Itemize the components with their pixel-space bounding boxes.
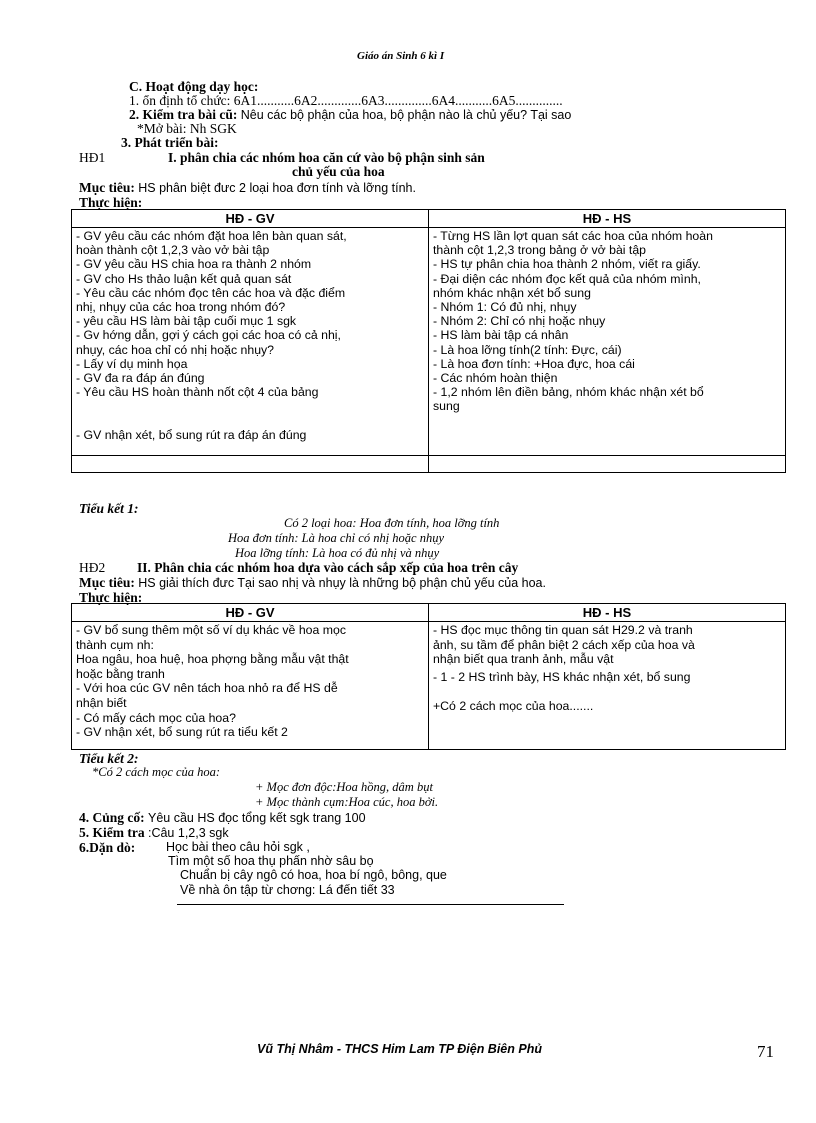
- gv-line: nhụy, các hoa chỉ có nhị hoặc nhụy?: [76, 342, 275, 357]
- gv-line: hoàn thành cột 1,2,3 vào vở bài tập: [76, 243, 270, 258]
- hd1-table: [71, 209, 786, 473]
- hd2-muc-tieu: [79, 576, 546, 590]
- hd2-title: II. Phân chia các nhóm hoa dựa vào cách sắp xếp của hoa trên cây: [137, 560, 519, 575]
- hd1-title-line1: I. phân chia các nhóm hoa căn cứ vào bộ phận sinh sản: [168, 150, 485, 165]
- section-4-label: 4. Củng cố:: [79, 810, 145, 825]
- gv-line: - GV cho Hs thảo luận kết quả quan sát: [76, 271, 292, 286]
- hs-line: sung: [433, 399, 460, 414]
- gv-line: [76, 399, 424, 413]
- gv-line: nhị, nhụy của các hoa trong nhóm đó?: [76, 300, 286, 315]
- gv-line: [76, 414, 424, 428]
- muc-tieu-label: Mục tiêu:: [79, 575, 135, 590]
- hs-line: - Đại diện các nhóm đọc kết quả của nhóm mình,: [433, 271, 701, 286]
- hs-line: thành cột 1,2,3 trong bảng ở vở bài tập: [433, 243, 647, 258]
- section-6-line2: Tìm một số hoa thụ phấn nhờ sâu bọ: [168, 854, 374, 868]
- hd1-muc-tieu: [79, 181, 416, 195]
- muc-tieu-label: Mục tiêu:: [79, 180, 135, 195]
- hd2-thuc-hien: Thực hiện:: [79, 590, 143, 605]
- gv-line: nhận biết: [76, 695, 127, 710]
- hd2-table: [71, 603, 786, 750]
- hd2-col-gv: HĐ - GV: [72, 604, 429, 622]
- hs-line: [433, 684, 781, 699]
- page-number: 71: [757, 1042, 774, 1061]
- item2-text: Nêu các bộ phận của hoa, bộ phận nào là chủ yếu? Tại sao: [240, 108, 572, 122]
- muc-tieu-text: HS phân biệt đưc 2 loại hoa đơn tính và lỡng tính.: [138, 181, 416, 195]
- section-c-item2: [129, 108, 571, 122]
- hd2-hs-cell: [429, 622, 786, 750]
- tieu-ket-2-title: Tiểu kết 2:: [79, 751, 139, 766]
- gv-line: - GV yêu cầu HS chia hoa ra thành 2 nhóm: [76, 257, 312, 272]
- section-5-text: :Câu 1,2,3 sgk: [147, 826, 229, 840]
- page-header: Giáo án Sinh 6 kì I: [357, 50, 445, 62]
- section-6-line1: Học bài theo câu hỏi sgk ,: [166, 840, 310, 854]
- gv-line: thành cụm nh:: [76, 637, 154, 652]
- hd1-label: HĐ1: [79, 150, 106, 165]
- hs-line: - Là hoa đơn tính: +Hoa đực, hoa cái: [433, 356, 635, 371]
- mo-bai: *Mở bài: Nh SGK: [137, 121, 237, 136]
- gv-line: - Lấy ví dụ minh họa: [76, 356, 188, 371]
- gv-line: - Với hoa cúc GV nên tách hoa nhỏ ra để HS dễ: [76, 681, 338, 696]
- hd2-col-hs: HĐ - HS: [429, 604, 786, 622]
- hs-line: nhận biết qua tranh ảnh, mẫu vật: [433, 652, 614, 667]
- hd1-empty-cell: [429, 456, 786, 473]
- hd1-title-line2: chủ yếu của hoa: [292, 164, 385, 179]
- hs-line: - HS đọc mục thông tin quan sát H29.2 và tranh: [433, 623, 693, 637]
- hs-line: - Các nhóm hoàn thiện: [433, 371, 558, 386]
- section-c-item1: 1. ổn định tổ chức: 6A1...........6A2.............6A3..............6A4...........6A5..............: [129, 93, 563, 108]
- gv-line: - Yêu cầu HS hoàn thành nốt cột 4 của bảng: [76, 385, 319, 400]
- section-5-label: 5. Kiểm tra: [79, 825, 145, 840]
- hs-line: nhóm khác nhận xét bổ sung: [433, 285, 591, 300]
- tieu-ket-1-line3: Hoa lỡng tính: Là hoa có đủ nhị và nhụy: [235, 546, 440, 560]
- tieu-ket-1-title: Tiểu kết 1:: [79, 501, 139, 516]
- section-6-line3: Chuẩn bị cây ngô có hoa, hoa bí ngô, bông, que: [180, 868, 447, 882]
- tieu-ket-1-line2: Hoa đơn tính: Là hoa chỉ có nhị hoặc nhụy: [228, 531, 445, 545]
- hd1-col-hs: HĐ - HS: [429, 210, 786, 228]
- section-6-line4: Về nhà ôn tập từ chơng: Lá đến tiết 33: [180, 883, 395, 897]
- gv-line: - GV bổ sung thêm một số ví dụ khác về hoa mọc: [76, 623, 346, 637]
- section-4: [79, 811, 366, 825]
- tieu-ket-2-line3: + Mọc thành cụm:Hoa cúc, hoa bởi.: [255, 795, 439, 809]
- gv-line: hoặc bằng tranh: [76, 666, 165, 681]
- section-4-text: Yêu cầu HS đọc tổng kết sgk trang 100: [148, 811, 366, 825]
- end-divider: [177, 904, 564, 905]
- muc-tieu-text: HS giải thích đưc Tại sao nhị và nhụy là những bộ phận chủ yếu của hoa.: [138, 576, 546, 590]
- hs-line: - Nhóm 1: Có đủ nhị, nhụy: [433, 300, 577, 315]
- hs-line: - 1,2 nhóm lên điền bảng, nhóm khác nhận xét bổ: [433, 385, 704, 400]
- section-6-label: 6.Dặn dò:: [79, 840, 136, 855]
- gv-line: - Có mấy cách mọc của hoa?: [76, 710, 236, 725]
- hs-line: - HS tự phân chia hoa thành 2 nhóm, viết ra giấy.: [433, 257, 701, 272]
- hd1-gv-cell: [72, 228, 429, 456]
- hs-line: - HS làm bài tập cá nhân: [433, 328, 569, 343]
- gv-line: Hoa ngâu, hoa huệ, hoa phợng bằng mẫu vật thật: [76, 652, 349, 667]
- tieu-ket-2-line2: + Mọc đơn độc:Hoa hồng, dâm bụt: [255, 780, 433, 794]
- hs-line: - Từng HS lần lợt quan sát các hoa của nhóm hoàn: [433, 229, 713, 243]
- tieu-ket-1-line1: Có 2 loại hoa: Hoa đơn tính, hoa lỡng tính: [284, 516, 500, 530]
- hd1-thuc-hien: Thực hiện:: [79, 195, 143, 210]
- hd1-col-gv: HĐ - GV: [72, 210, 429, 228]
- tieu-ket-2-line1: *Có 2 cách mọc của hoa:: [92, 765, 221, 779]
- hs-line: - Nhóm 2: Chỉ có nhị hoặc nhụy: [433, 314, 606, 329]
- section-c-item3: 3. Phát triển bài:: [121, 135, 219, 150]
- gv-line: - GV yêu cầu các nhóm đặt hoa lên bàn quan sát,: [76, 229, 347, 243]
- hd2-gv-cell: [72, 622, 429, 750]
- hs-line: ảnh, su tầm để phân biệt 2 cách xếp của hoa và: [433, 637, 695, 652]
- gv-line: - GV nhận xét, bổ sung rút ra đáp án đúng: [76, 427, 307, 442]
- gv-line: - GV nhận xét, bổ sung rút ra tiểu kết 2: [76, 725, 288, 740]
- footer-author: Vũ Thị Nhâm - THCS Him Lam TP Điện Biên Phủ: [257, 1042, 542, 1056]
- hs-line: +Có 2 cách mọc của hoa.......: [433, 698, 594, 713]
- gv-line: - Gv hớng dẫn, gợi ý cách gọi các hoa có cả nhị,: [76, 328, 341, 343]
- section-5: [79, 826, 229, 840]
- gv-line: - yêu cầu HS làm bài tập cuối mục 1 sgk: [76, 314, 297, 329]
- section-c-title: C. Hoạt động dạy học:: [129, 79, 259, 94]
- gv-line: - Yêu cầu các nhóm đọc tên các hoa và đặc điểm: [76, 285, 346, 300]
- hs-line: - Là hoa lỡng tính(2 tính: Đực, cái): [433, 342, 622, 357]
- hd2-label: HĐ2: [79, 560, 106, 575]
- gv-line: - GV đa ra đáp án đúng: [76, 371, 205, 386]
- item2-label: 2. Kiểm tra bài cũ:: [129, 107, 238, 122]
- hs-line: - 1 - 2 HS trình bày, HS khác nhận xét, bổ sung: [433, 669, 691, 684]
- hd1-hs-cell: [429, 228, 786, 456]
- hd1-empty-cell: [72, 456, 429, 473]
